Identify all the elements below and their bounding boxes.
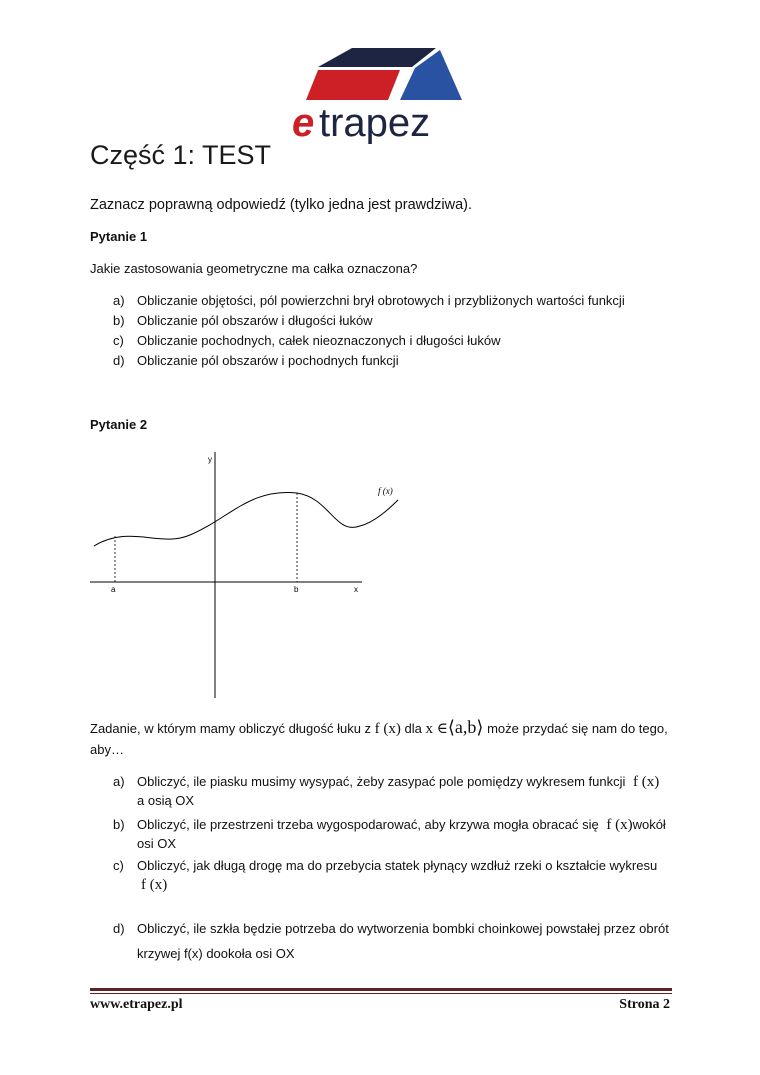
logo-e: e — [292, 101, 315, 144]
interval-math: ⟨a,b⟩ — [447, 717, 484, 737]
q2-option-d[interactable] — [113, 921, 669, 961]
instruction: Zaznacz poprawną odpowiedź (tylko jedna jest prawdziwa). — [90, 197, 473, 213]
etrapez-logo — [290, 44, 475, 144]
q1-option-c[interactable] — [113, 333, 501, 348]
option-label: b) — [113, 817, 125, 832]
q2-text — [90, 717, 668, 738]
fx-math: f (x) — [374, 721, 401, 737]
option-text: Obliczanie objętości, pól powierzchni brył obrotowych i przybliżonych wartości funkcji — [137, 293, 625, 308]
option-label: c) — [113, 333, 124, 348]
q2-text-dla: dla — [404, 721, 422, 736]
q1-option-a[interactable] — [113, 293, 625, 308]
q1-text: Jakie zastosowania geometryczne ma całka oznaczona? — [90, 261, 418, 276]
option-label: b) — [113, 313, 125, 328]
option-label: c) — [113, 858, 124, 873]
option-text-line2: osi OX — [137, 836, 177, 851]
q1-heading: Pytanie 1 — [90, 229, 148, 244]
option-text-after: wokół — [632, 817, 666, 832]
x-in-math: x ∈ — [425, 721, 448, 737]
part-title: Część 1: TEST — [90, 140, 272, 170]
option-math: f (x) — [141, 877, 168, 893]
option-label: d) — [113, 921, 125, 936]
option-text-line2: krzywej f(x) dookoła osi OX — [137, 946, 295, 961]
q2-text-line2: aby… — [90, 742, 124, 757]
a-label: a — [111, 585, 116, 594]
option-label: d) — [113, 353, 125, 368]
footer-site-link[interactable]: www.etrapez.pl — [90, 997, 183, 1012]
option-label: a) — [113, 774, 125, 789]
option-text-line2: a osią OX — [137, 793, 195, 808]
x-axis-label: x — [354, 585, 358, 594]
function-curve — [94, 492, 398, 546]
option-text: Obliczyć, jak długą drogę ma do przebycia statek płynący wzdłuż rzeki o kształcie wykresu — [137, 858, 658, 873]
option-text: Obliczyć, ile przestrzeni trzeba wygospodarować, aby krzywa mogła obracać się — [137, 817, 599, 832]
option-text: Obliczanie pochodnych, całek nieoznaczonych i długości łuków — [137, 333, 501, 348]
footer-rule-thick — [90, 988, 672, 991]
footer-rule-thin — [90, 993, 672, 994]
f-label: f (x) — [378, 486, 393, 496]
option-math: f (x) — [633, 774, 660, 790]
q2-text-part2: może przydać się nam do tego, — [487, 721, 668, 736]
q2-option-a[interactable] — [113, 774, 659, 808]
q2-heading: Pytanie 2 — [90, 417, 148, 432]
option-text: Obliczyć, ile piasku musimy wysypać, żeby zasypać pole pomiędzy wykresem funkcji — [137, 774, 626, 789]
q1-option-d[interactable] — [113, 353, 399, 368]
logo-text: trapez — [319, 101, 431, 144]
q2-option-c[interactable] — [113, 858, 657, 894]
footer-page-number: Strona 2 — [619, 997, 670, 1012]
option-text: Obliczyć, ile szkła będzie potrzeba do wytworzenia bombki choinkowej powstałej przez obrót — [137, 921, 669, 936]
y-axis-label: y — [208, 455, 212, 464]
option-text: Obliczanie pól obszarów i pochodnych funkcji — [137, 353, 399, 368]
b-label: b — [294, 585, 299, 594]
q2-option-b[interactable] — [113, 817, 666, 851]
option-text: Obliczanie pól obszarów i długości łuków — [137, 313, 373, 328]
q2-text-part1: Zadanie, w którym mamy obliczyć długość łuku z — [90, 721, 372, 736]
option-label: a) — [113, 293, 125, 308]
option-math: f (x) — [606, 817, 633, 833]
q1-option-b[interactable] — [113, 313, 373, 328]
function-graph — [90, 450, 410, 700]
